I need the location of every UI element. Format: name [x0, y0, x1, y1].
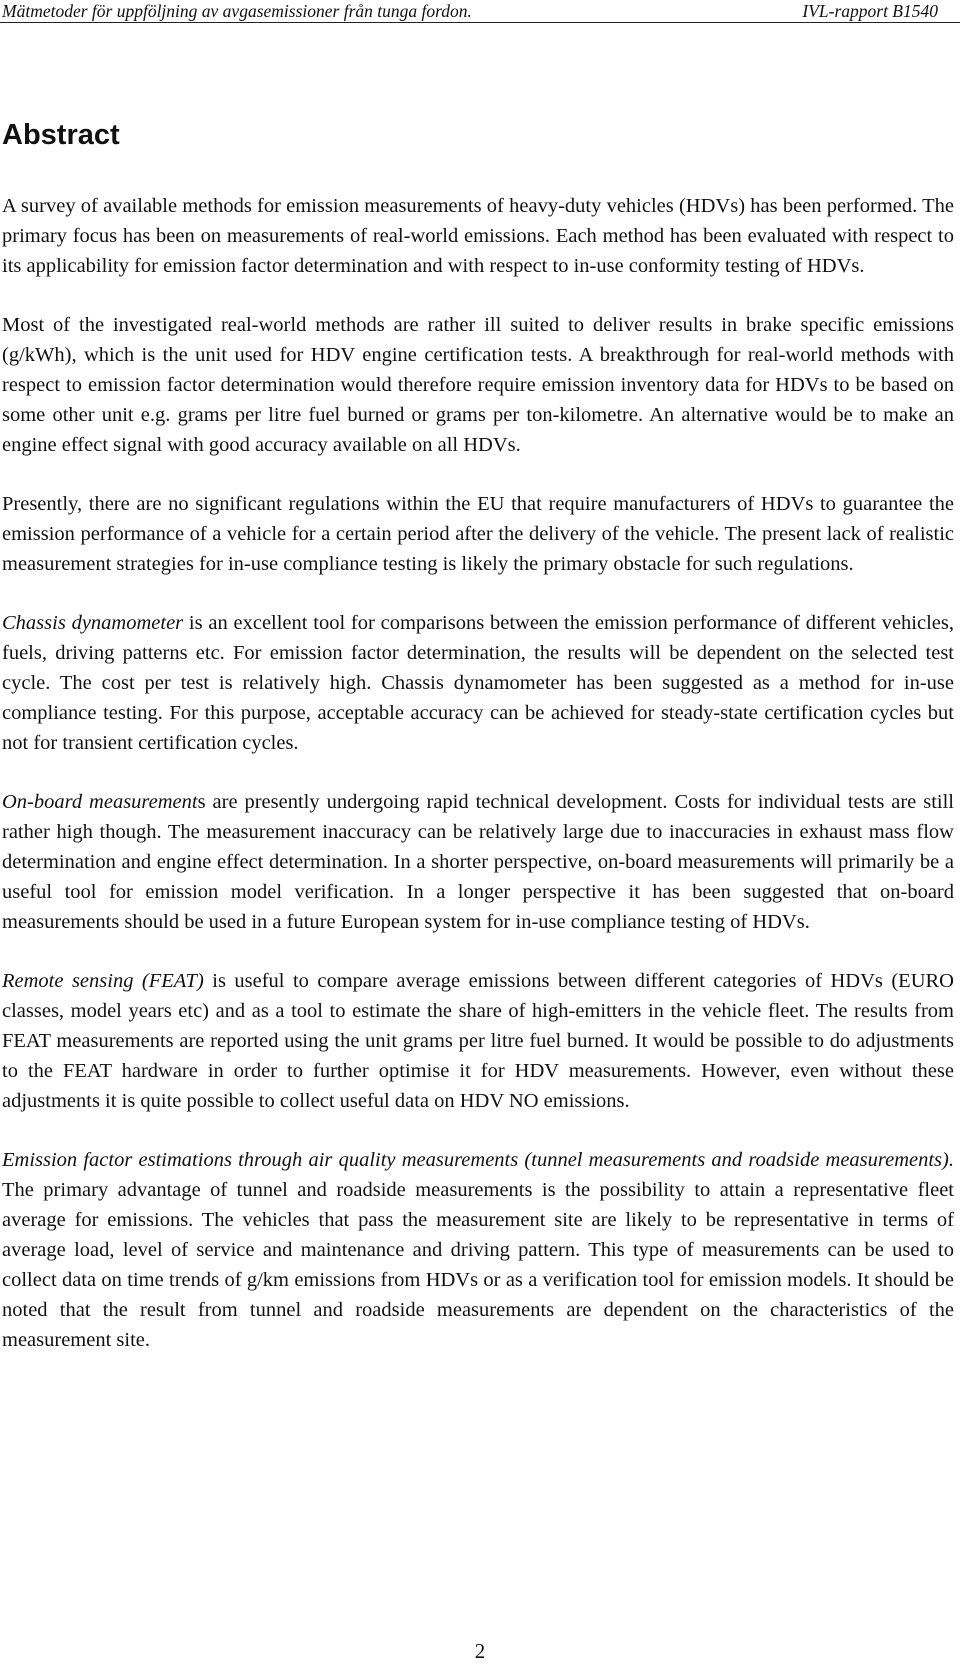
paragraph-text: Presently, there are no significant regulations within the EU that require manufacturers of HDVs to guarantee the emission performance of a vehicle for a certain period after the delivery of the vehicle. The present lack of realistic measurement strategies for in-use compliance testing is likely the primary obstacle for such regulations. — [2, 493, 954, 575]
running-header — [0, 0, 960, 23]
paragraph-text: Most of the investigated real-world methods are rather ill suited to deliver results in brake specific emissions (g/kWh), which is the unit used for HDV engine certification tests. A breakthrough for real-world methods with respect to emission factor determination would therefore require emission inventory data for HDVs to be based on some other unit e.g. grams per litre fuel burned or grams per ton-kilometre. An alternative would be to make an engine effect signal with good accuracy available on all HDVs. — [2, 314, 954, 456]
paragraph-lead: On-board measurement — [2, 791, 198, 813]
page-title: Abstract — [2, 119, 120, 151]
paragraph-text: A survey of available methods for emission measurements of heavy-duty vehicles (HDVs) has been performed. The primary focus has been on measurements of real-world emissions. Each method has been evaluated with respect to its applicability for emission factor determination and with respect to in-use conformity testing of HDVs. — [2, 195, 954, 277]
paragraph-on-board-measurements — [2, 787, 954, 937]
paragraph-text: The primary advantage of tunnel and roadside measurements is the possibility to attain a representative fleet average for emissions. The vehicles that pass the measurement site are likely to be representative in terms of average load, level of service and maintenance and driving pattern. This type of measurements can be used to collect data on time trends of g/km emissions from HDVs or as a verification tool for emission models. It should be noted that the result from tunnel and roadside measurements are dependent on the characteristics of the measurement site. — [2, 1179, 954, 1351]
paragraph-emission-factor-estimations — [2, 1145, 954, 1355]
paragraph-real-world-methods — [2, 310, 954, 460]
paragraph-regulations — [2, 489, 954, 579]
paragraph-survey — [2, 191, 954, 281]
paragraph-chassis-dynamometer — [2, 608, 954, 758]
paragraph-lead: Remote sensing (FEAT) — [2, 970, 204, 992]
header-document-title: Mätmetoder för uppföljning av avgasemissioner från tunga fordon. — [2, 1, 472, 21]
abstract-body — [2, 191, 954, 1384]
paragraph-lead: Chassis dynamometer — [2, 612, 184, 634]
page-number: 2 — [474, 1639, 486, 1663]
paragraph-text: is an excellent tool for comparisons between the emission performance of different vehicles, fuels, driving patterns etc. For emission factor determination, the results will be dependent on the selected test cycle. The cost per test is relatively high. Chassis dynamometer has been suggested as a method for in-use compliance testing. For this purpose, acceptable accuracy can be achieved for steady-state certification cycles but not for transient certification cycles. — [2, 612, 954, 754]
paragraph-remote-sensing — [2, 966, 954, 1116]
paragraph-text: is useful to compare average emissions between different categories of HDVs (EURO classes, model years etc) and as a tool to estimate the share of high-emitters in the vehicle fleet. The results from FEAT measurements are reported using the unit grams per litre fuel burned. It would be possible to do adjustments to the FEAT hardware in order to further optimise it for HDV measurements. However, even without these adjustments it is quite possible to collect useful data on HDV NO emissions. — [2, 970, 954, 1112]
paragraph-text: s are presently undergoing rapid technical development. Costs for individual tests are still rather high though. The measurement inaccuracy can be relatively large due to inaccuracies in exhaust mass flow determination and engine effect determination. In a shorter perspective, on-board measurements will primarily be a useful tool for emission model verification. In a longer perspective it has been suggested that on-board measurements should be used in a future European system for in-use compliance testing of HDVs. — [2, 791, 954, 933]
paragraph-lead: Emission factor estimations through air quality measurements (tunnel measurements and roadside measurements). — [2, 1149, 954, 1171]
header-report-number: IVL-rapport B1540 — [802, 1, 938, 21]
